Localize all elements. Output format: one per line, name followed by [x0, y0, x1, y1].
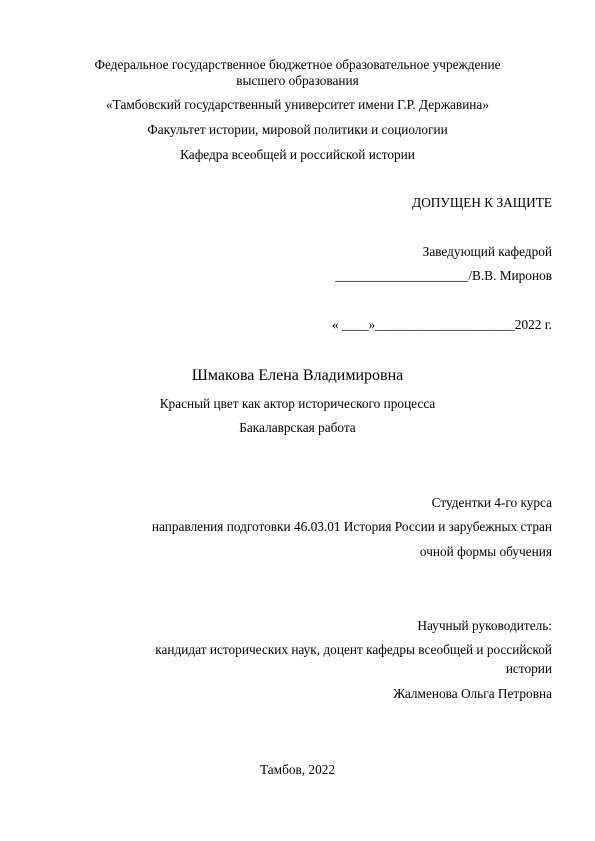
supervisor-name: Жалменова Ольга Петровна	[393, 686, 552, 701]
city-year: Тамбов, 2022	[259, 762, 336, 777]
supervisor-degree-line-1: кандидат исторических наук, доцент кафедры всеобщей и российской	[155, 642, 552, 657]
head-signature-line: ____________________/В.В. Миронов	[335, 268, 552, 283]
university-name: «Тамбовский государственный университет имени Г.Р. Державина»	[106, 97, 489, 112]
admitted-to-defense: ДОПУЩЕН К ЗАЩИТЕ	[412, 195, 552, 210]
faculty-name: Факультет истории, мировой политики и социологии	[147, 122, 448, 137]
author-name: Шмакова Елена Владимировна	[191, 367, 404, 384]
student-course: Студентки 4-го курса	[431, 495, 552, 510]
department-name: Кафедра всеобщей и российской истории	[180, 147, 415, 162]
supervisor-degree-line-2: истории	[505, 661, 552, 676]
institution-line-2: высшего образования	[236, 73, 359, 88]
institution-line-1: Федеральное государственное бюджетное образовательное учреждение	[94, 57, 501, 72]
study-direction: направления подготовки 46.03.01 История России и зарубежных стран	[151, 519, 552, 534]
work-type: Бакалаврская работа	[239, 420, 356, 435]
supervisor-label: Научный руководитель:	[417, 618, 552, 633]
head-of-department-title: Заведующий кафедрой	[422, 244, 552, 259]
study-form: очной формы обучения	[419, 544, 552, 559]
thesis-title: Красный цвет как актор исторического процесса	[159, 396, 436, 411]
approval-date-line: « ____»_____________________2022 г.	[331, 317, 552, 332]
